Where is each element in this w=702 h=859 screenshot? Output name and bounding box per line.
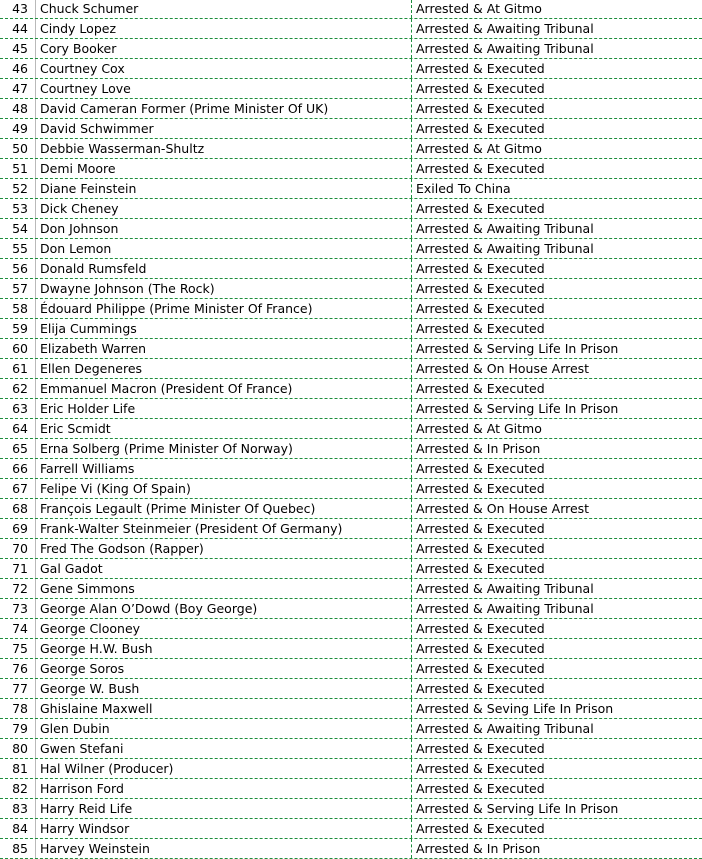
row-number[interactable]: 59 [0, 319, 36, 338]
table-row[interactable] [0, 679, 702, 699]
row-number[interactable]: 74 [0, 619, 36, 638]
status-cell[interactable]: Arrested & At Gitmo [416, 421, 542, 436]
status-cell[interactable]: Exiled To China [416, 181, 511, 196]
status-cell[interactable]: Arrested & In Prison [416, 441, 541, 456]
table-row[interactable] [0, 519, 702, 539]
name-cell[interactable]: Emmanuel Macron (President Of France) [36, 379, 412, 398]
name-cell[interactable]: Eric Scmidt [36, 419, 412, 438]
name-cell[interactable]: Dick Cheney [36, 199, 412, 218]
table-row[interactable] [0, 779, 702, 799]
name-cell[interactable]: Fred The Godson (Rapper) [36, 539, 412, 558]
table-row[interactable] [0, 619, 702, 639]
row-number[interactable]: 48 [0, 99, 36, 118]
status-cell[interactable]: Arrested & Executed [416, 561, 545, 576]
table-row[interactable] [0, 539, 702, 559]
row-number[interactable]: 60 [0, 339, 36, 358]
status-cell[interactable]: Arrested & Executed [416, 761, 545, 776]
row-number[interactable]: 54 [0, 219, 36, 238]
status-cell[interactable]: Arrested & At Gitmo [416, 1, 542, 16]
table-row[interactable] [0, 299, 702, 319]
status-cell[interactable]: Arrested & In Prison [416, 841, 541, 856]
name-cell[interactable]: Erna Solberg (Prime Minister Of Norway) [36, 439, 412, 458]
name-cell[interactable]: François Legault (Prime Minister Of Quebec) [36, 499, 412, 518]
name-cell[interactable]: David Schwimmer [36, 119, 412, 138]
table-row[interactable] [0, 419, 702, 439]
status-cell[interactable]: Arrested & Executed [416, 621, 545, 636]
status-cell[interactable]: Arrested & Awaiting Tribunal [416, 581, 594, 596]
table-row[interactable] [0, 439, 702, 459]
table-row[interactable] [0, 79, 702, 99]
row-number[interactable]: 79 [0, 719, 36, 738]
row-number[interactable]: 80 [0, 739, 36, 758]
name-cell[interactable]: Felipe Vi (King Of Spain) [36, 479, 412, 498]
table-row[interactable] [0, 599, 702, 619]
status-cell[interactable]: Arrested & Executed [416, 81, 545, 96]
table-row[interactable] [0, 19, 702, 39]
name-cell[interactable]: Gal Gadot [36, 559, 412, 578]
status-cell[interactable]: Arrested & Serving Life In Prison [416, 341, 619, 356]
status-cell[interactable]: Arrested & Awaiting Tribunal [416, 721, 594, 736]
status-cell[interactable]: Arrested & Executed [416, 661, 545, 676]
name-cell[interactable]: Don Lemon [36, 239, 412, 258]
table-row[interactable] [0, 159, 702, 179]
table-row[interactable] [0, 119, 702, 139]
name-cell[interactable]: Édouard Philippe (Prime Minister Of France) [36, 299, 412, 318]
status-cell[interactable]: Arrested & Awaiting Tribunal [416, 41, 594, 56]
row-number[interactable]: 58 [0, 299, 36, 318]
status-cell[interactable]: Arrested & Executed [416, 381, 545, 396]
status-cell[interactable]: Arrested & Awaiting Tribunal [416, 241, 594, 256]
name-cell[interactable]: Cindy Lopez [36, 19, 412, 38]
table-row[interactable] [0, 399, 702, 419]
status-cell[interactable]: Arrested & On House Arrest [416, 361, 590, 376]
status-cell[interactable]: Arrested & Executed [416, 61, 545, 76]
row-number[interactable]: 68 [0, 499, 36, 518]
row-number[interactable]: 83 [0, 799, 36, 818]
name-cell[interactable]: George Soros [36, 659, 412, 678]
status-cell[interactable]: Arrested & Executed [416, 321, 545, 336]
row-number[interactable]: 44 [0, 19, 36, 38]
status-cell[interactable]: Arrested & Executed [416, 301, 545, 316]
table-row[interactable] [0, 139, 702, 159]
row-number[interactable]: 85 [0, 839, 36, 858]
name-cell[interactable]: Don Johnson [36, 219, 412, 238]
name-cell[interactable]: George H.W. Bush [36, 639, 412, 658]
status-cell[interactable]: Arrested & Executed [416, 821, 545, 836]
name-cell[interactable]: Dwayne Johnson (The Rock) [36, 279, 412, 298]
table-row[interactable] [0, 719, 702, 739]
table-row[interactable] [0, 259, 702, 279]
status-cell[interactable]: Arrested & Serving Life In Prison [416, 801, 619, 816]
name-cell[interactable]: Demi Moore [36, 159, 412, 178]
status-cell[interactable]: Arrested & Executed [416, 101, 545, 116]
table-row[interactable] [0, 239, 702, 259]
row-number[interactable]: 55 [0, 239, 36, 258]
name-cell[interactable]: George Alan O’Dowd (Boy George) [36, 599, 412, 618]
table-row[interactable] [0, 499, 702, 519]
name-cell[interactable]: George Clooney [36, 619, 412, 638]
row-number[interactable]: 51 [0, 159, 36, 178]
row-number[interactable]: 47 [0, 79, 36, 98]
name-cell[interactable]: Frank-Walter Steinmeier (President Of Germany) [36, 519, 412, 538]
table-row[interactable] [0, 839, 702, 859]
table-row[interactable] [0, 819, 702, 839]
status-cell[interactable]: Arrested & Awaiting Tribunal [416, 221, 594, 236]
row-number[interactable]: 71 [0, 559, 36, 578]
name-cell[interactable]: Elija Cummings [36, 319, 412, 338]
table-row[interactable] [0, 59, 702, 79]
name-cell[interactable]: George W. Bush [36, 679, 412, 698]
name-cell[interactable]: Gwen Stefani [36, 739, 412, 758]
row-number[interactable]: 45 [0, 39, 36, 58]
row-number[interactable]: 82 [0, 779, 36, 798]
table-row[interactable] [0, 479, 702, 499]
table-row[interactable] [0, 579, 702, 599]
status-cell[interactable]: Arrested & Executed [416, 261, 545, 276]
row-number[interactable]: 50 [0, 139, 36, 158]
status-cell[interactable]: Arrested & Executed [416, 281, 545, 296]
row-number[interactable]: 67 [0, 479, 36, 498]
status-cell[interactable]: Arrested & On House Arrest [416, 501, 590, 516]
table-row[interactable] [0, 359, 702, 379]
row-number[interactable]: 78 [0, 699, 36, 718]
name-cell[interactable]: Cory Booker [36, 39, 412, 58]
row-number[interactable]: 43 [0, 0, 36, 18]
table-row[interactable] [0, 559, 702, 579]
name-cell[interactable]: Ellen Degeneres [36, 359, 412, 378]
table-row[interactable] [0, 279, 702, 299]
table-row[interactable] [0, 39, 702, 59]
status-cell[interactable]: Arrested & Executed [416, 161, 545, 176]
row-number[interactable]: 56 [0, 259, 36, 278]
row-number[interactable]: 63 [0, 399, 36, 418]
table-row[interactable] [0, 699, 702, 719]
row-number[interactable]: 73 [0, 599, 36, 618]
name-cell[interactable]: David Cameran Former (Prime Minister Of UK) [36, 99, 412, 118]
status-cell[interactable]: Arrested & Serving Life In Prison [416, 401, 619, 416]
status-cell[interactable]: Arrested & Executed [416, 681, 545, 696]
name-cell[interactable]: Harrison Ford [36, 779, 412, 798]
row-number[interactable]: 81 [0, 759, 36, 778]
row-number[interactable]: 76 [0, 659, 36, 678]
name-cell[interactable]: Glen Dubin [36, 719, 412, 738]
row-number[interactable]: 57 [0, 279, 36, 298]
name-cell[interactable]: Ghislaine Maxwell [36, 699, 412, 718]
row-number[interactable]: 52 [0, 179, 36, 198]
table-row[interactable] [0, 459, 702, 479]
status-cell[interactable]: Arrested & Executed [416, 461, 545, 476]
table-row[interactable] [0, 339, 702, 359]
row-number[interactable]: 70 [0, 539, 36, 558]
status-cell[interactable]: Arrested & Seving Life In Prison [416, 701, 614, 716]
table-row[interactable] [0, 379, 702, 399]
name-cell[interactable]: Elizabeth Warren [36, 339, 412, 358]
row-number[interactable]: 65 [0, 439, 36, 458]
status-cell[interactable]: Arrested & Awaiting Tribunal [416, 21, 594, 36]
table-row[interactable] [0, 179, 702, 199]
row-number[interactable]: 66 [0, 459, 36, 478]
table-row[interactable] [0, 0, 702, 19]
status-cell[interactable]: Arrested & Executed [416, 121, 545, 136]
table-row[interactable] [0, 319, 702, 339]
row-number[interactable]: 46 [0, 59, 36, 78]
row-number[interactable]: 61 [0, 359, 36, 378]
status-cell[interactable]: Arrested & Executed [416, 541, 545, 556]
name-cell[interactable]: Farrell Williams [36, 459, 412, 478]
row-number[interactable]: 84 [0, 819, 36, 838]
status-cell[interactable]: Arrested & Executed [416, 781, 545, 796]
name-cell[interactable]: Donald Rumsfeld [36, 259, 412, 278]
table-row[interactable] [0, 99, 702, 119]
name-cell[interactable]: Hal Wilner (Producer) [36, 759, 412, 778]
name-cell[interactable]: Courtney Love [36, 79, 412, 98]
row-number[interactable]: 72 [0, 579, 36, 598]
table-row[interactable] [0, 639, 702, 659]
name-cell[interactable]: Gene Simmons [36, 579, 412, 598]
row-number[interactable]: 77 [0, 679, 36, 698]
name-cell[interactable]: Debbie Wasserman-Shultz [36, 139, 412, 158]
table-row[interactable] [0, 659, 702, 679]
status-cell[interactable]: Arrested & Awaiting Tribunal [416, 601, 594, 616]
row-number[interactable]: 49 [0, 119, 36, 138]
row-number[interactable]: 75 [0, 639, 36, 658]
status-cell[interactable]: Arrested & Executed [416, 641, 545, 656]
name-cell[interactable]: Eric Holder Life [36, 399, 412, 418]
row-number[interactable]: 53 [0, 199, 36, 218]
name-cell[interactable]: Harry Reid Life [36, 799, 412, 818]
row-number[interactable]: 64 [0, 419, 36, 438]
status-cell[interactable]: Arrested & Executed [416, 741, 545, 756]
status-cell[interactable]: Arrested & Executed [416, 201, 545, 216]
table-row[interactable] [0, 759, 702, 779]
status-cell[interactable]: Arrested & Executed [416, 521, 545, 536]
table-row[interactable] [0, 799, 702, 819]
name-cell[interactable]: Harry Windsor [36, 819, 412, 838]
table-row[interactable] [0, 219, 702, 239]
name-cell[interactable]: Harvey Weinstein [36, 839, 412, 858]
name-cell[interactable]: Chuck Schumer [36, 0, 412, 18]
table-row[interactable] [0, 199, 702, 219]
name-cell[interactable]: Diane Feinstein [36, 179, 412, 198]
row-number[interactable]: 69 [0, 519, 36, 538]
status-cell[interactable]: Arrested & Executed [416, 481, 545, 496]
table-row[interactable] [0, 739, 702, 759]
row-number[interactable]: 62 [0, 379, 36, 398]
status-cell[interactable]: Arrested & At Gitmo [416, 141, 542, 156]
name-cell[interactable]: Courtney Cox [36, 59, 412, 78]
